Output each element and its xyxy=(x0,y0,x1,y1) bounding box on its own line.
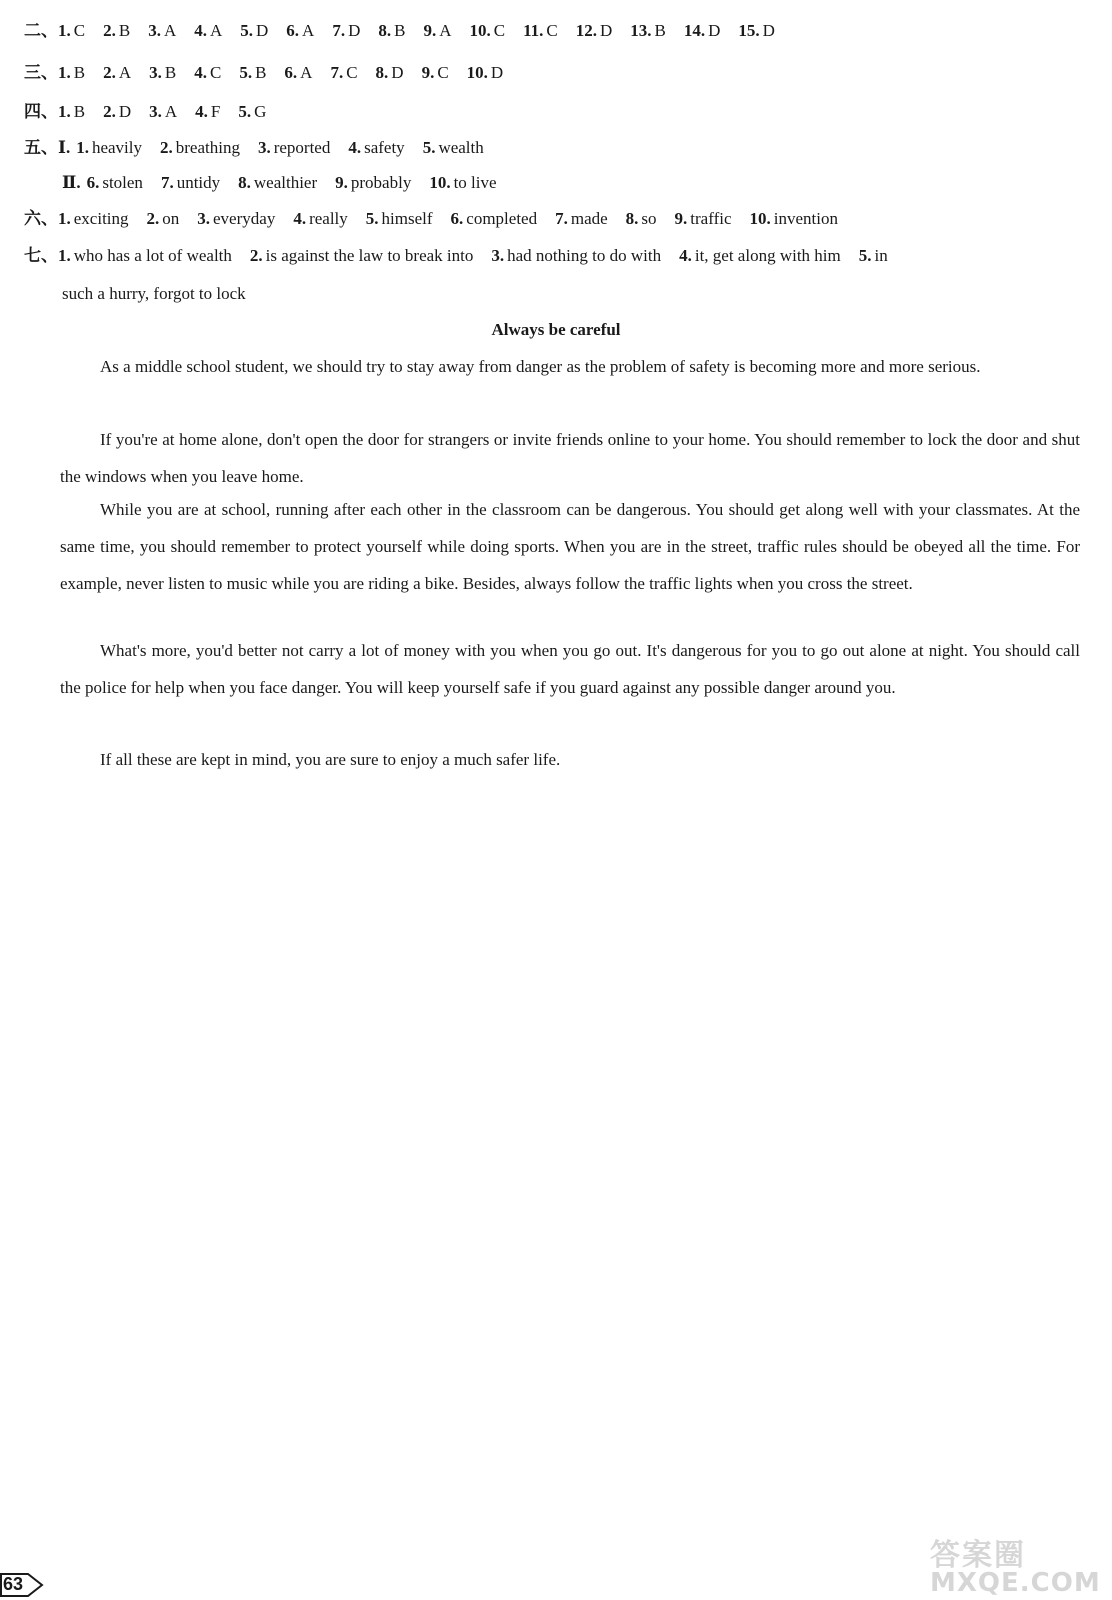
answer-number: 7. xyxy=(555,209,568,228)
answer-value: really xyxy=(309,209,348,228)
answer-value: D xyxy=(118,102,132,121)
answer-value: C xyxy=(437,63,449,82)
answer-value: untidy xyxy=(176,173,221,192)
answer-value: to live xyxy=(453,173,497,192)
answer-number: 1. xyxy=(58,246,71,265)
answer-value: safety xyxy=(364,138,405,157)
section-7-continuation xyxy=(62,283,1082,305)
watermark-text: 答案圈 xyxy=(930,1538,1026,1573)
answer-number: 3. xyxy=(257,138,271,157)
watermark xyxy=(930,1530,1100,1600)
page-number xyxy=(0,1572,44,1598)
answer-value: A xyxy=(163,21,177,40)
answer-number: 10. xyxy=(466,63,488,82)
answer-number: 6. xyxy=(286,21,300,40)
section-3-answers xyxy=(24,62,1082,84)
answer-value: wealthier xyxy=(253,173,318,192)
answer-value: wealth xyxy=(438,138,484,157)
answer-number: 10. xyxy=(429,173,451,192)
essay-paragraph: What's more, you'd better not carry a lot of money with you when you go out. It's dangerous for you to go out alone at night. You should call the police for help when you face danger. You will keep yourself safe if you guard against any possible danger around you. xyxy=(60,641,1080,697)
answer-list xyxy=(58,21,793,40)
answer-value: it, get along with him xyxy=(694,246,841,265)
answer-number: 1. xyxy=(76,138,89,157)
section-label: 四、 xyxy=(24,102,58,121)
watermark-url: MXQE.COM xyxy=(930,1568,1101,1598)
answer-text: such a hurry, forgot to lock xyxy=(62,284,246,303)
essay-paragraph: While you are at school, running after each other in the classroom can be dangerous. You should get along well with your classmates. At the same time, you should remember to protect yourself while doing sports. When you are in the street, traffic rules should be obeyed all the time. For example, never listen to music while you are riding a bike. Besides, always follow the traffic lights when you cross the street. xyxy=(60,500,1080,593)
answer-value: had nothing to do with xyxy=(507,246,662,265)
answer-value: D xyxy=(599,21,613,40)
answer-number: 4. xyxy=(194,21,207,40)
answer-number: 9. xyxy=(423,21,437,40)
answer-value: so xyxy=(641,209,657,228)
answer-number: 9. xyxy=(335,173,348,192)
answer-value: who has a lot of wealth xyxy=(73,246,232,265)
answer-value: D xyxy=(348,21,361,40)
answer-number: 2. xyxy=(103,21,116,40)
answer-number: 5. xyxy=(365,209,379,228)
answer-list xyxy=(76,138,502,157)
essay-paragraph: If all these are kept in mind, you are sure to enjoy a much safer life. xyxy=(100,750,561,769)
answer-number: 5. xyxy=(422,138,436,157)
answer-value: G xyxy=(254,102,267,121)
answer-number: 8. xyxy=(375,63,389,82)
answer-number: 8. xyxy=(378,21,392,40)
answer-number: 7. xyxy=(160,173,174,192)
answer-value: C xyxy=(346,63,358,82)
part-label: Ⅱ. xyxy=(62,173,81,192)
section-label: 七、 xyxy=(24,246,58,265)
section-5-part-1-answers xyxy=(24,137,1082,159)
answer-value: traffic xyxy=(690,209,732,228)
answer-value: A xyxy=(302,21,315,40)
section-7-answers xyxy=(24,245,1082,267)
answer-value: B xyxy=(255,63,267,82)
answer-number: 11. xyxy=(523,21,544,40)
answer-value: C xyxy=(546,21,558,40)
answer-number: 4. xyxy=(195,102,208,121)
answer-value: D xyxy=(256,21,269,40)
essay-paragraph: As a middle school student, we should try to stay away from danger as the problem of safety is becoming more and more serious. xyxy=(100,357,981,376)
answer-number: 10. xyxy=(749,209,771,228)
answer-value: in xyxy=(874,246,888,265)
section-5-part-2-answers xyxy=(62,172,1082,194)
answer-value: exciting xyxy=(73,209,129,228)
answer-number: 10. xyxy=(469,21,491,40)
section-6-answers xyxy=(24,208,1082,230)
answer-value: B xyxy=(654,21,666,40)
answer-number: 7. xyxy=(330,63,344,82)
section-label: 三、 xyxy=(24,63,58,82)
answer-value: heavily xyxy=(91,138,142,157)
answer-number: 3. xyxy=(149,102,162,121)
section-2-answers xyxy=(24,20,1082,42)
answer-number: 2. xyxy=(160,138,173,157)
answer-number: 2. xyxy=(103,102,116,121)
answer-number: 5. xyxy=(238,102,252,121)
answer-value: B xyxy=(73,63,86,82)
answer-list xyxy=(58,209,856,228)
answer-value: A xyxy=(300,63,313,82)
answer-value: D xyxy=(490,63,504,82)
answer-number: 5. xyxy=(239,63,253,82)
answer-number: 13. xyxy=(630,21,652,40)
answer-number: 6. xyxy=(450,209,464,228)
answer-number: 14. xyxy=(683,21,706,40)
answer-value: made xyxy=(570,209,608,228)
answer-value: D xyxy=(708,21,721,40)
answer-value: everyday xyxy=(213,209,276,228)
answer-value: B xyxy=(118,21,131,40)
answer-value: breathing xyxy=(175,138,240,157)
answer-value: D xyxy=(391,63,404,82)
answer-number: 2. xyxy=(103,63,116,82)
answer-number: 4. xyxy=(293,209,307,228)
answer-value: A xyxy=(164,102,178,121)
page-number-text: 63 xyxy=(3,1574,24,1594)
answer-value: probably xyxy=(350,173,412,192)
answer-number: 9. xyxy=(674,209,688,228)
answer-number: 1. xyxy=(58,21,71,40)
answer-value: C xyxy=(209,63,222,82)
section-label: 六、 xyxy=(24,209,58,228)
answer-value: A xyxy=(118,63,132,82)
answer-number: 4. xyxy=(348,138,362,157)
answer-value: B xyxy=(73,102,86,121)
answer-list xyxy=(58,246,906,265)
answer-list xyxy=(87,173,515,192)
answer-value: C xyxy=(493,21,506,40)
answer-value: A xyxy=(209,21,223,40)
answer-value: B xyxy=(394,21,406,40)
answer-value: himself xyxy=(381,209,433,228)
answer-value: completed xyxy=(466,209,538,228)
answer-number: 6. xyxy=(86,173,100,192)
answer-value: D xyxy=(762,21,775,40)
answer-number: 8. xyxy=(238,173,251,192)
answer-number: 8. xyxy=(625,209,639,228)
answer-number: 6. xyxy=(284,63,298,82)
answer-number: 3. xyxy=(197,209,211,228)
answer-value: A xyxy=(439,21,452,40)
answer-number: 2. xyxy=(146,209,160,228)
answer-number: 7. xyxy=(332,21,346,40)
answer-number: 4. xyxy=(679,246,692,265)
answer-number: 4. xyxy=(194,63,207,82)
answer-value: reported xyxy=(273,138,331,157)
answer-value: stolen xyxy=(102,173,143,192)
answer-number: 5. xyxy=(858,246,872,265)
answer-number: 1. xyxy=(58,102,71,121)
answer-number: 2. xyxy=(249,246,263,265)
answer-number: 3. xyxy=(148,21,161,40)
answer-number: 5. xyxy=(240,21,253,40)
answer-value: C xyxy=(73,21,86,40)
answer-number: 1. xyxy=(58,63,71,82)
answer-number: 9. xyxy=(421,63,435,82)
essay-title: Always be careful xyxy=(491,320,621,339)
part-label: Ⅰ. xyxy=(58,138,71,157)
answer-value: on xyxy=(162,209,180,228)
answer-value: B xyxy=(164,63,177,82)
section-label: 五、 xyxy=(24,138,58,157)
answer-list xyxy=(58,63,521,82)
answer-list xyxy=(58,102,284,121)
answer-number: 12. xyxy=(575,21,597,40)
answer-number: 1. xyxy=(58,209,71,228)
answer-number: 3. xyxy=(149,63,162,82)
section-label: 二、 xyxy=(24,21,58,40)
answer-value: F xyxy=(210,102,221,121)
answer-value: invention xyxy=(773,209,838,228)
section-4-answers xyxy=(24,101,1082,123)
answer-value: is against the law to break into xyxy=(265,246,474,265)
answer-number: 15. xyxy=(738,21,760,40)
essay-paragraph: If you're at home alone, don't open the door for strangers or invite friends online to your home. You should remember to lock the door and shut the windows when you leave home. xyxy=(60,430,1080,486)
answer-number: 3. xyxy=(491,246,505,265)
